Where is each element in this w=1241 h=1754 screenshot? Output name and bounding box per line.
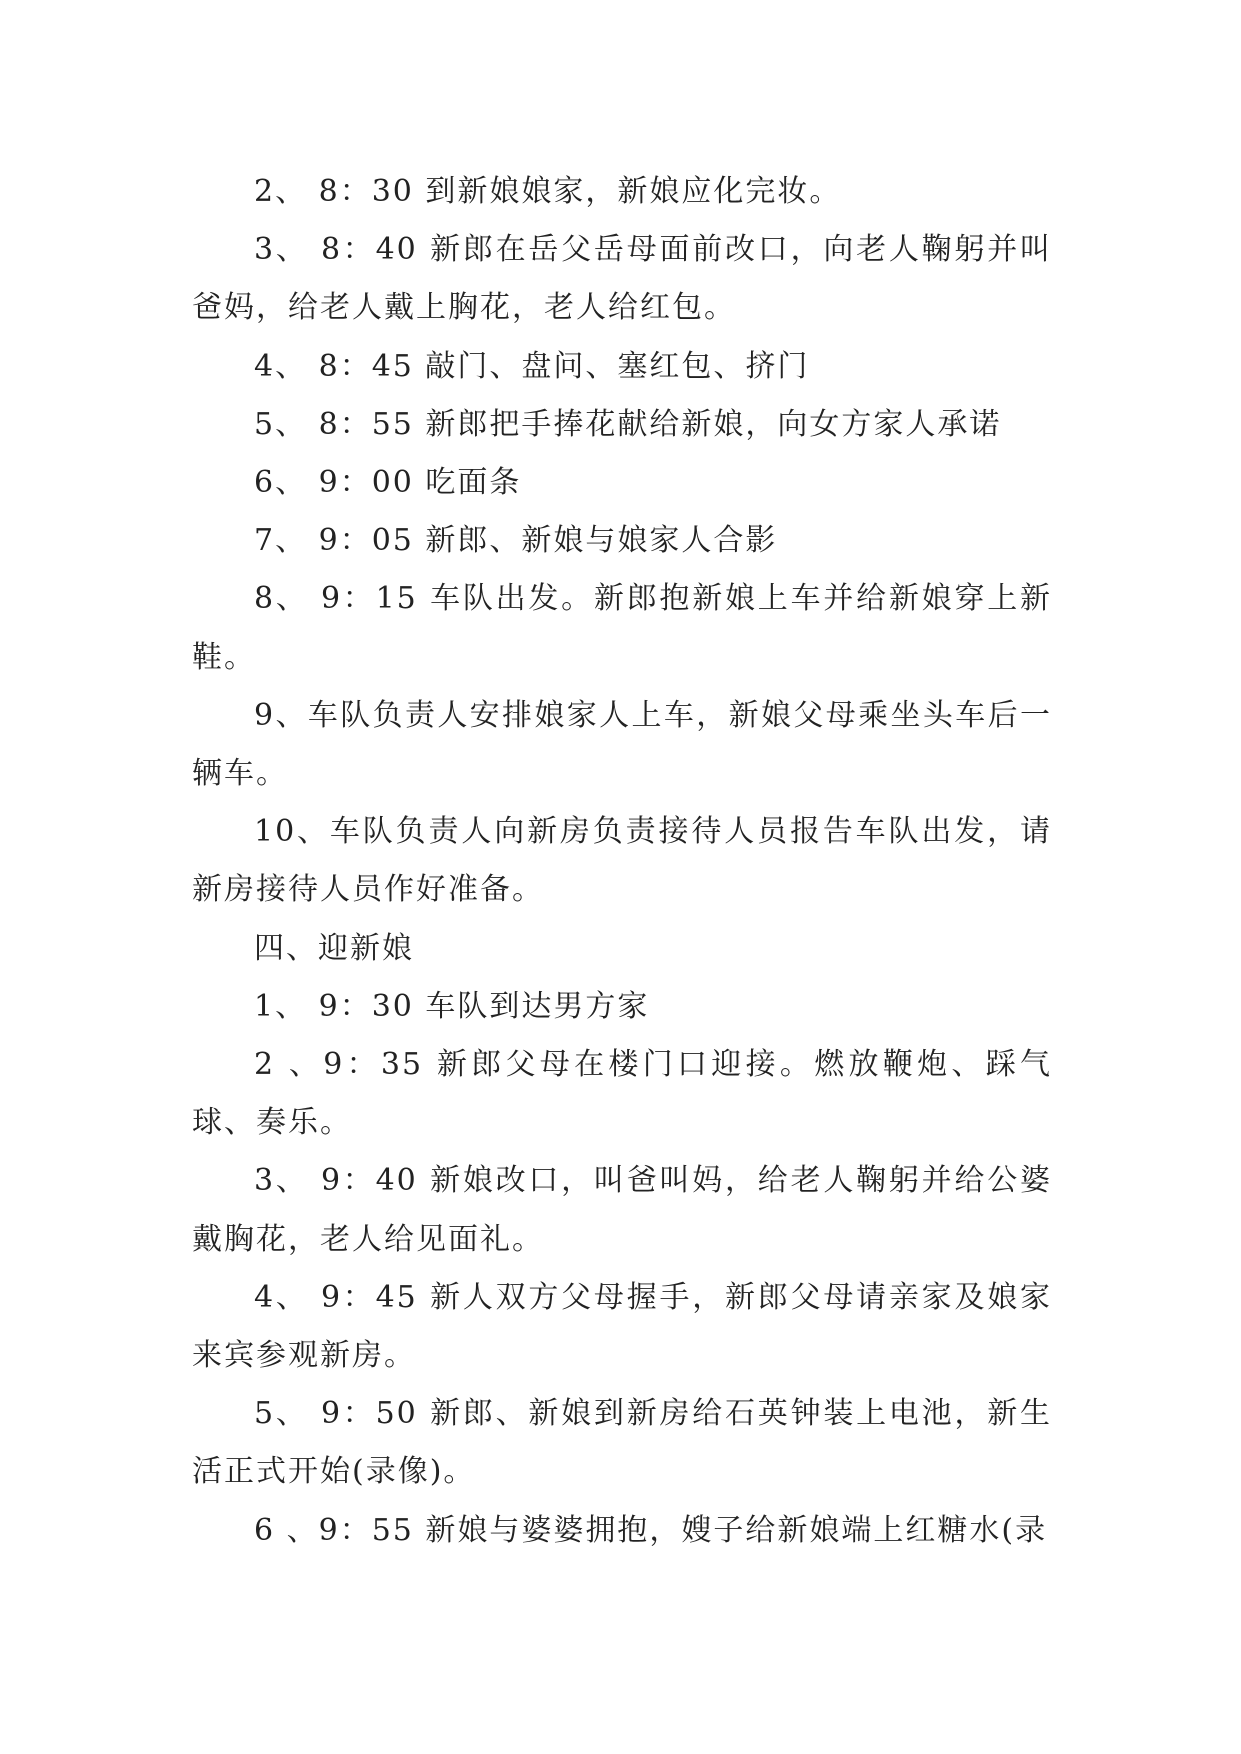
paragraph: 5、 8：55 新郎把手捧花献给新娘，向女方家人承诺 bbox=[254, 406, 1002, 442]
paragraph: 8、 9：15 车队出发。新郎抱新娘上车并给新娘穿上新鞋。 bbox=[192, 581, 1052, 675]
document-body bbox=[192, 163, 1052, 1560]
paragraph: 6、 9：00 吃面条 bbox=[254, 465, 522, 501]
paragraph: 4、 8：45 敲门、盘问、塞红包、挤门 bbox=[254, 348, 810, 384]
section-heading: 四、迎新娘 bbox=[254, 930, 414, 966]
paragraph: 9、车队负责人安排娘家人上车，新娘父母乘坐头车后一辆车。 bbox=[192, 697, 1052, 792]
paragraph: 7、 9：05 新郎、新娘与娘家人合影 bbox=[254, 523, 778, 559]
paragraph: 3、 9：40 新娘改口，叫爸叫妈，给老人鞠躬并给公婆戴胸花，老人给见面礼。 bbox=[192, 1163, 1052, 1257]
paragraph: 6 、9：55 新娘与婆婆拥抱，嫂子给新娘端上红糖水(录 bbox=[254, 1512, 1048, 1548]
paragraph: 4、 9：45 新人双方父母握手，新郎父母请亲家及娘家来宾参观新房。 bbox=[192, 1279, 1052, 1374]
paragraph: 1、 9：30 车队到达男方家 bbox=[254, 988, 650, 1024]
paragraph: 2 、9：35 新郎父母在楼门口迎接。燃放鞭炮、踩气球、奏乐。 bbox=[192, 1047, 1052, 1141]
paragraph: 10、车队负责人向新房负责接待人员报告车队出发，请新房接待人员作好准备。 bbox=[192, 814, 1052, 908]
paragraph: 5、 9：50 新郎、新娘到新房给石英钟装上电池，新生活正式开始(录像)。 bbox=[192, 1396, 1052, 1490]
paragraph: 2、 8：30 到新娘娘家，新娘应化完妆。 bbox=[254, 174, 842, 209]
paragraph: 3、 8：40 新郎在岳父岳母面前改口，向老人鞠躬并叫爸妈，给老人戴上胸花，老人给红包。 bbox=[192, 232, 1052, 326]
